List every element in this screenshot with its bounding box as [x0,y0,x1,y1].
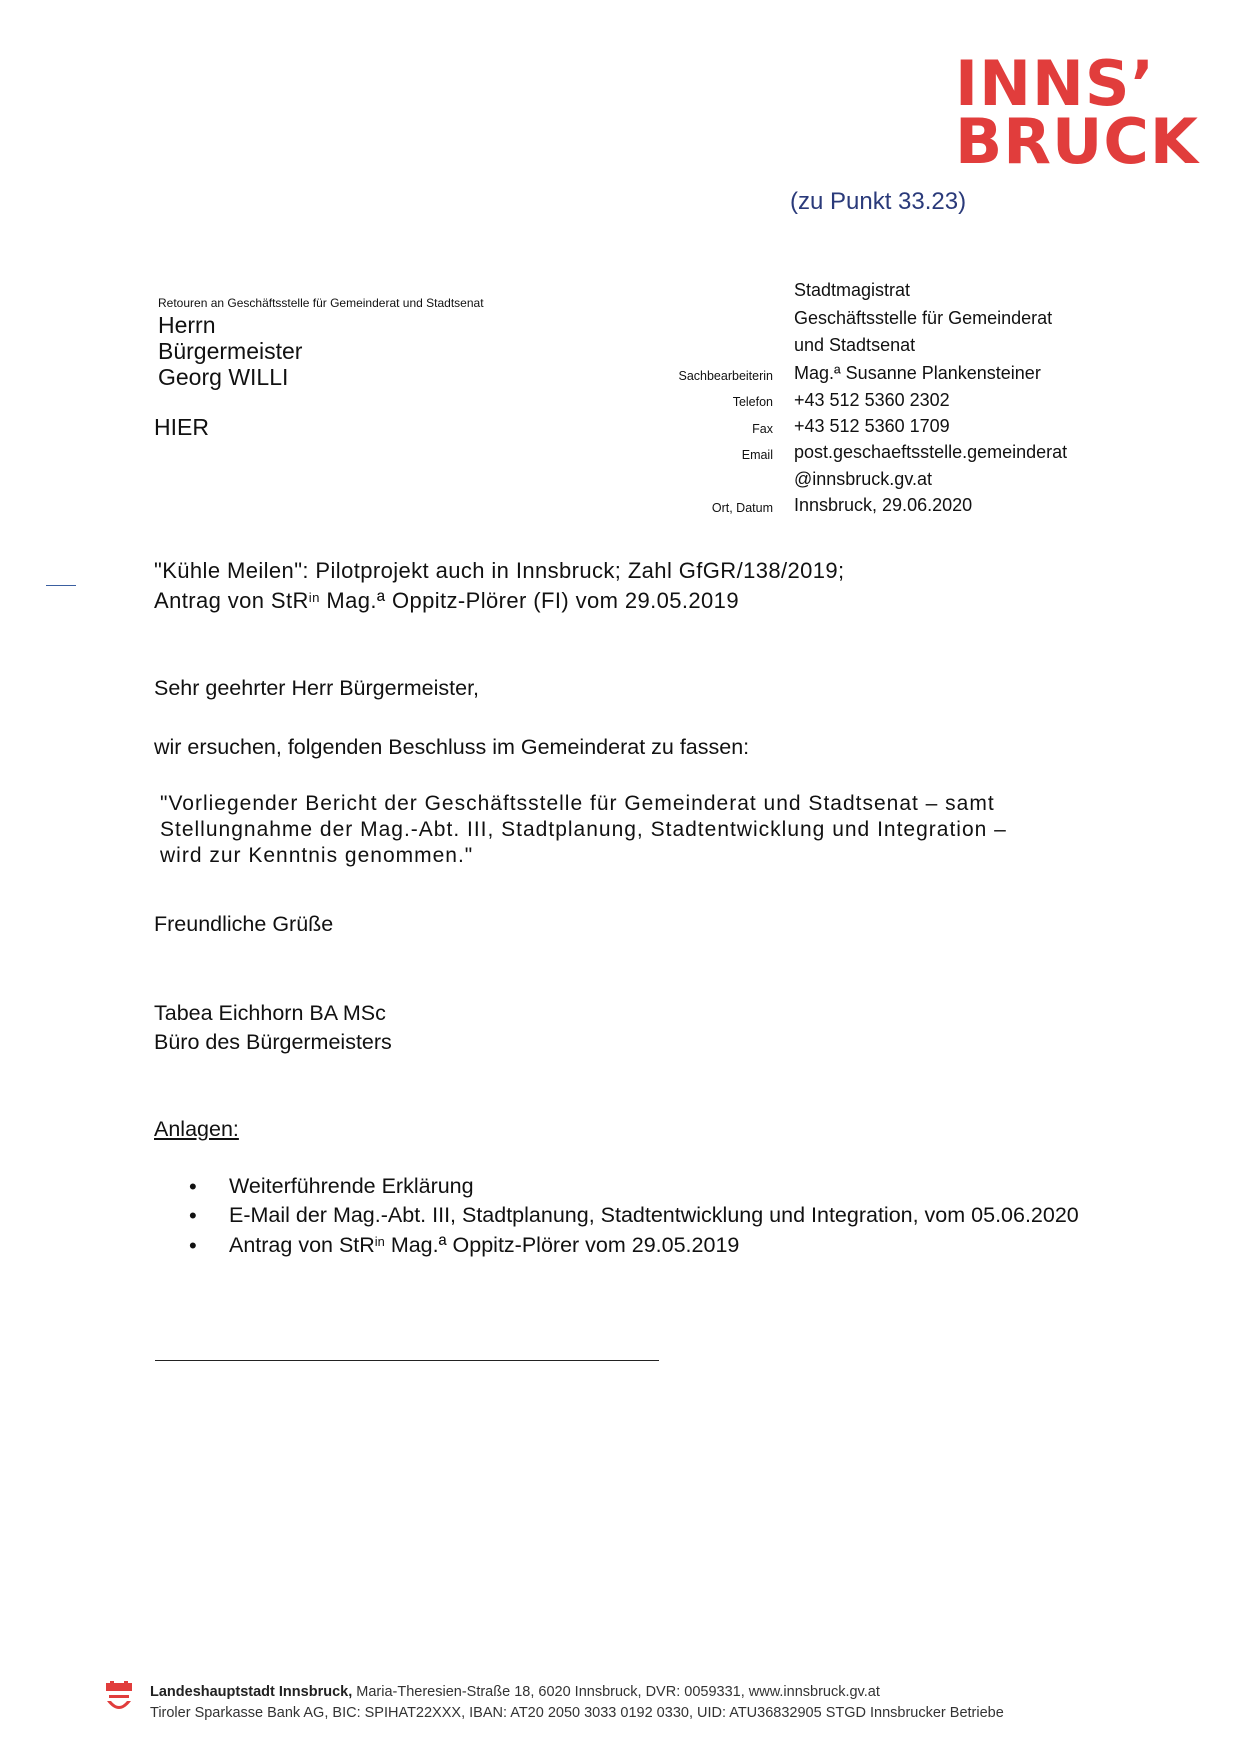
attachment-item-1: Weiterführende Erklärung [229,1174,474,1198]
innsbruck-logo [955,47,1200,180]
recipient-location: HIER [154,414,209,440]
salutation: Sehr geehrter Herr Bürgermeister, [154,676,480,700]
bullet: • [189,1174,197,1199]
agenda-reference: (zu Punkt 33.23) [790,188,967,215]
email-value-cont: @innsbruck.gv.at [794,469,932,489]
recipient-title: Bürgermeister [158,338,303,364]
fax-value: +43 512 5360 1709 [794,416,950,436]
attachment-item-3: Antrag von StR$^{in}$ Mag.ª Oppitz-Plörer vom 29.05.2019 [229,1233,740,1257]
date-value: Innsbruck, 29.06.2020 [794,495,973,515]
attachments-heading: Anlagen: [154,1117,239,1141]
request-text: wir ersuchen, folgenden Beschluss im Gemeinderat zu fassen: [154,735,750,759]
logo-line-2: BRUCK [955,105,1199,178]
logo-line-1: INNS’ [955,47,1156,120]
bullet: • [189,1233,197,1258]
recipient-salutation: Herrn [158,312,216,338]
return-note: Retouren an Geschäftsstelle für Gemeinderat und Stadtsenat [158,296,484,310]
email-value: post.geschaeftsstelle.gemeinderat [794,442,1068,462]
clerk-label: Sachbearbeiterin [678,369,773,383]
signature-line [155,1360,659,1361]
attachment-item-2: E-Mail der Mag.-Abt. III, Stadtplanung, Stadtentwicklung und Integration, vom 05.06.2020 [229,1203,1079,1227]
subject-line-1: "Kühle Meilen": Pilotprojekt auch in Innsbruck; Zahl GfGR/138/2019; [154,558,845,583]
fax-label: Fax [752,422,773,436]
clerk-value: Mag.ª Susanne Plankensteiner [794,363,1041,383]
footer-line-1: Landeshauptstadt Innsbruck, Maria-Theresien-Straße 18, 6020 Innsbruck, DVR: 0059331, www.innsbruck.gv.at [150,1684,880,1700]
subject-line-2: Antrag von StR$^{in}$ Mag.ª Oppitz-Plörer (FI) vom 29.05.2019 [154,588,739,613]
footer-line-2: Tiroler Sparkasse Bank AG, BIC: SPIHAT22XXX, IBAN: AT20 2050 3033 0192 0330, UID: ATU36832905 STGD Innsbrucker Betriebe [150,1705,1004,1721]
sender-department-cont: und Stadtsenat [794,335,916,355]
signer-office: Büro des Bürgermeisters [154,1030,392,1054]
resolution-line-1: "Vorliegender Bericht der Geschäftsstelle für Gemeinderat und Stadtsenat – samt [160,792,995,815]
signer-name: Tabea Eichhorn BA MSc [154,1001,386,1025]
resolution-line-3: wird zur Kenntnis genommen." [160,844,474,867]
resolution-line-2: Stellungnahme der Mag.-Abt. III, Stadtplanung, Stadtentwicklung und Integration – [160,818,1007,841]
sender-org: Stadtmagistrat [794,280,911,300]
coat-of-arms-icon [105,1681,133,1715]
closing: Freundliche Grüße [154,912,334,936]
sender-department: Geschäftsstelle für Gemeinderat [794,308,1053,328]
phone-value: +43 512 5360 2302 [794,390,950,410]
email-label: Email [741,448,773,462]
fold-mark [46,585,76,586]
bullet: • [189,1203,197,1228]
phone-label: Telefon [732,395,773,409]
date-label: Ort, Datum [711,501,773,515]
recipient-name: Georg WILLI [158,364,289,390]
